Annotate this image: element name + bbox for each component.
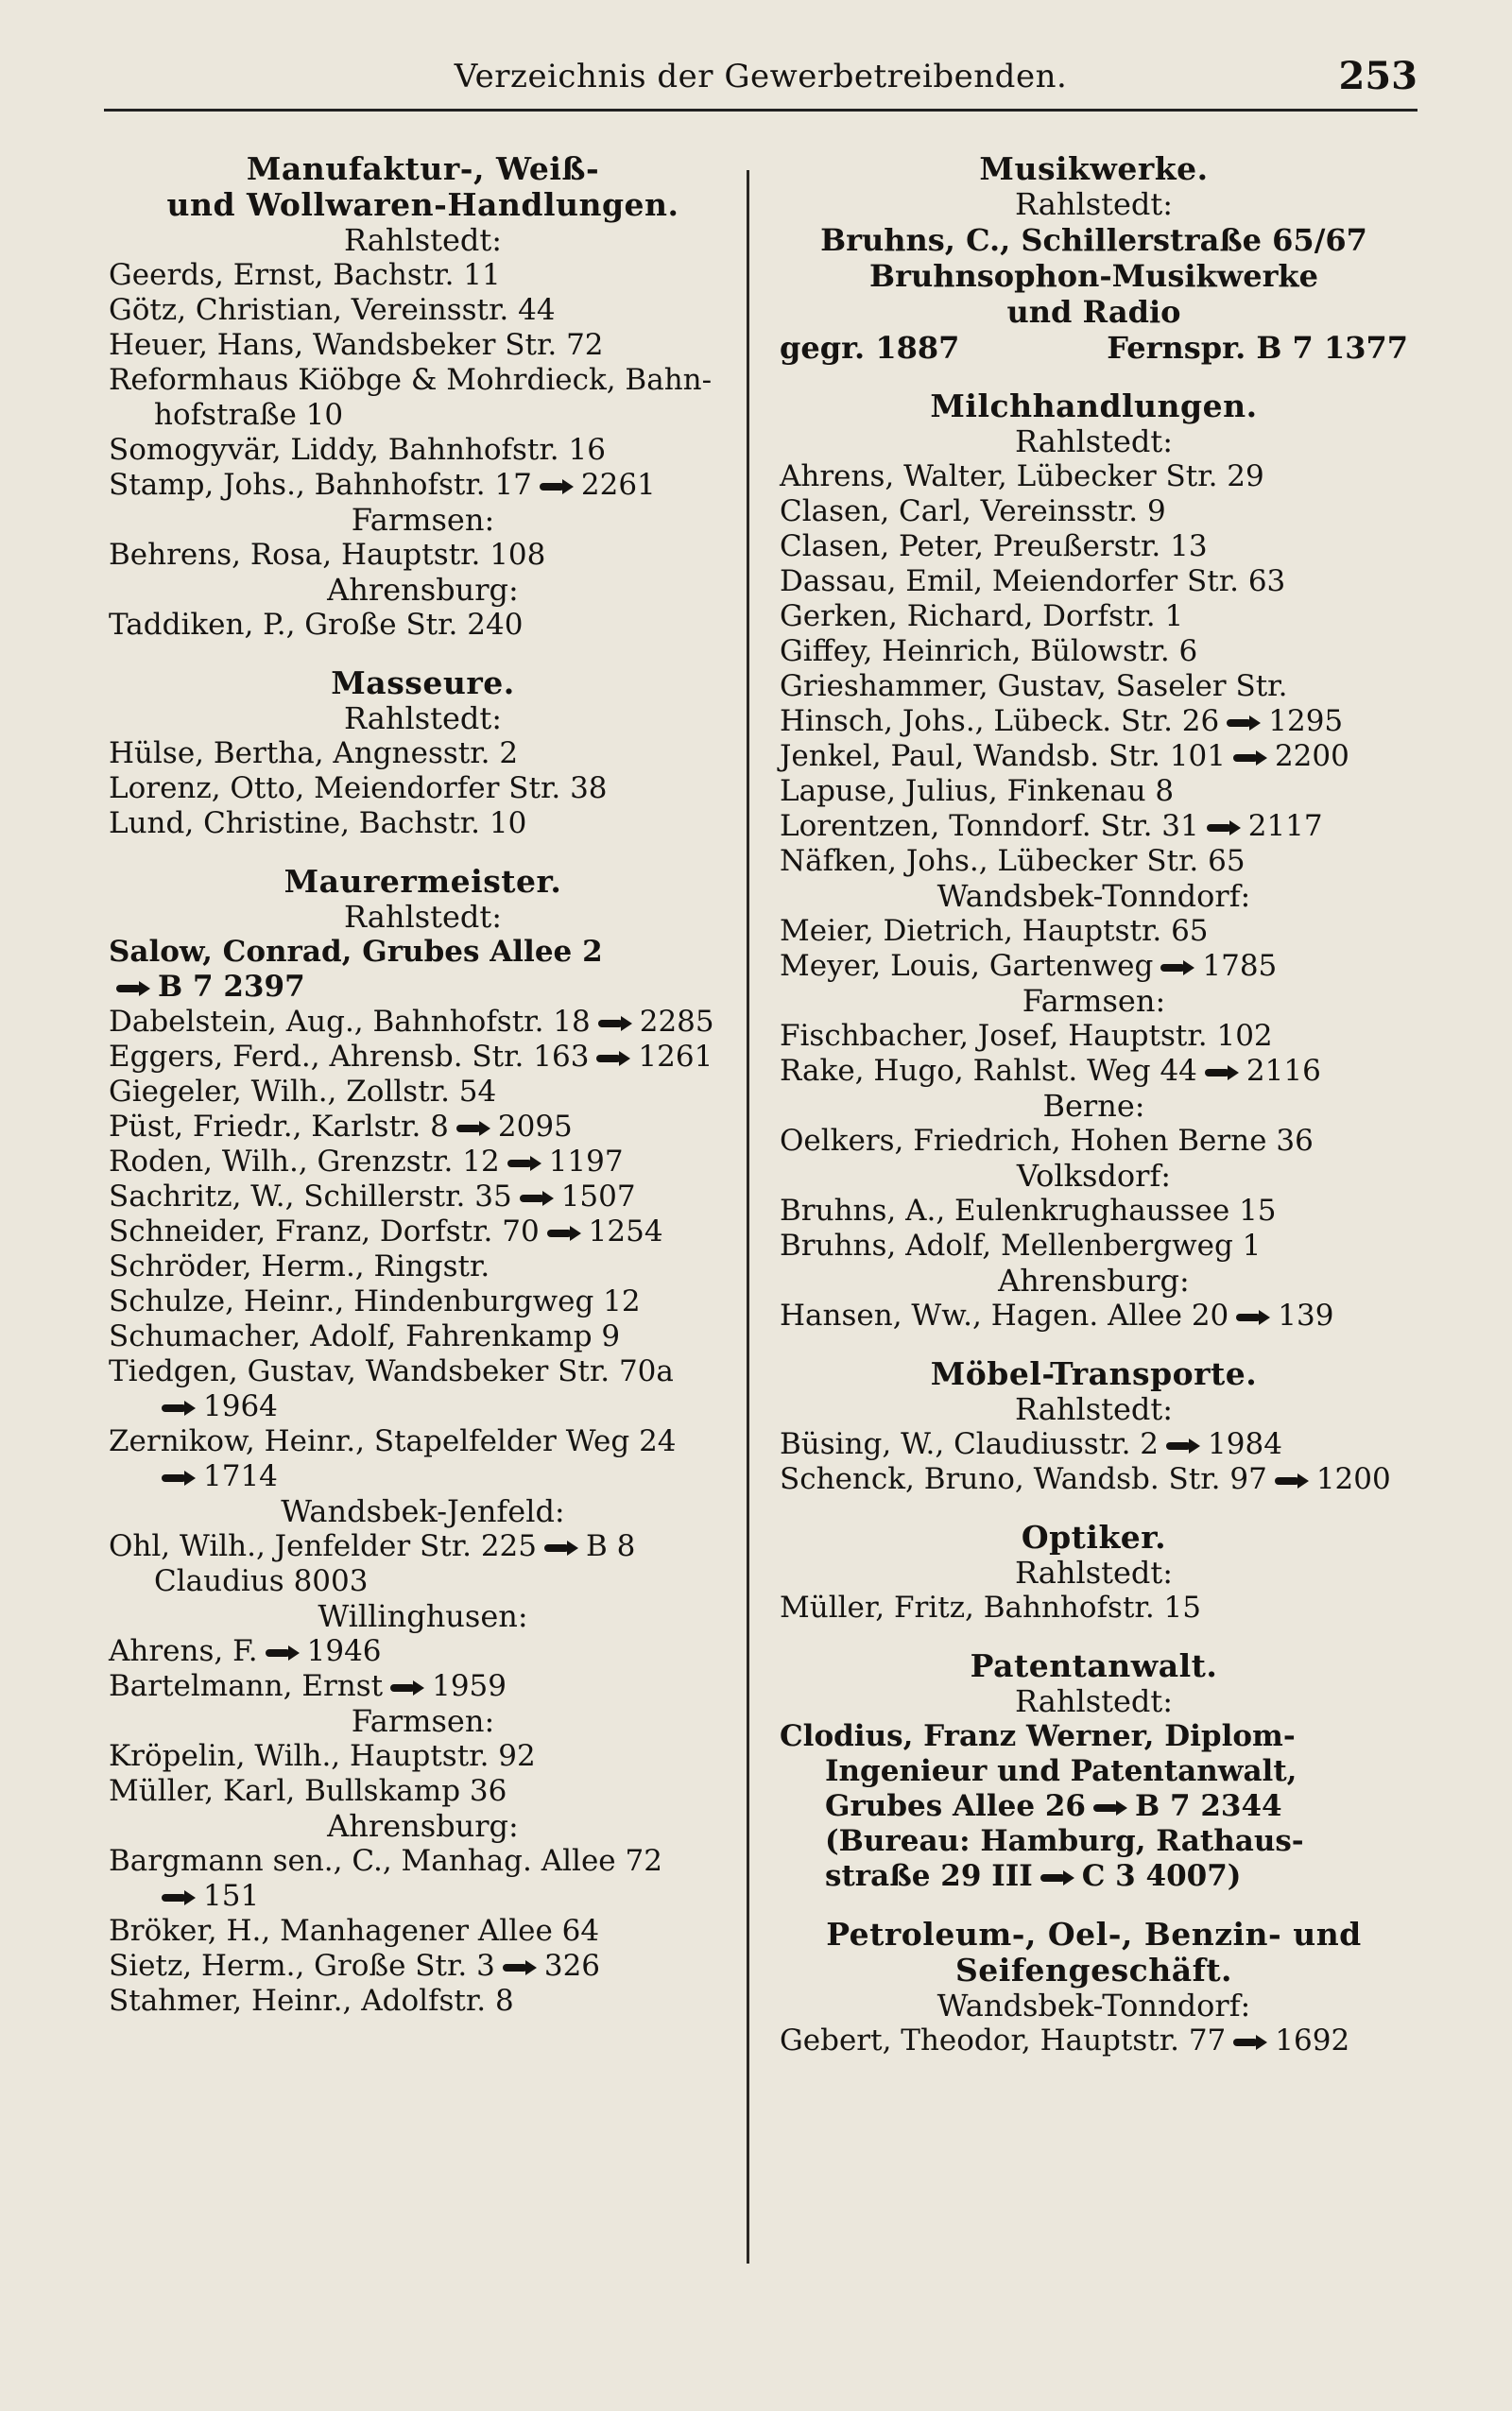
- entry-text: Lapuse, Julius, Finkenau 8: [780, 774, 1175, 808]
- telephone-icon: [1225, 715, 1263, 732]
- phone-number: B 7 2344: [1134, 1789, 1282, 1823]
- telephone-icon: [1159, 959, 1196, 976]
- section-maurermeister: [109, 864, 737, 2019]
- entry-text: Sachritz, W., Schillerstr. 35: [109, 1180, 512, 1214]
- telephone-icon: [1234, 1309, 1272, 1326]
- section-heading: Milchhandlungen.: [930, 387, 1258, 424]
- page-number: 253: [1338, 54, 1418, 98]
- telephone-icon: [1091, 1800, 1129, 1817]
- list-item-continuation: hofstraße 10: [154, 398, 344, 432]
- telephone-icon: [388, 1679, 426, 1696]
- list-item: Oelkers, Friedrich, Hohen Berne 36: [780, 1124, 1314, 1158]
- telephone-icon: [518, 1190, 556, 1207]
- list-item: [109, 1180, 737, 1214]
- list-item: Somogyvär, Liddy, Bahnhofstr. 16: [109, 433, 606, 467]
- list-item-continuation: Ingenieur und Patentanwalt,: [825, 1754, 1297, 1788]
- list-item: [780, 634, 1408, 669]
- telephone-icon: [1164, 1438, 1202, 1455]
- entry-text: Schulze, Heinr., Hindenburgweg 12: [109, 1284, 641, 1318]
- phone-number: 1200: [1315, 1462, 1391, 1496]
- list-item: Taddiken, P., Große Str. 240: [109, 608, 524, 642]
- locality-label: Wandsbek-Tonndorf:: [936, 878, 1251, 914]
- phone-number: 1714: [203, 1459, 278, 1493]
- entry-text: Dabelstein, Aug., Bahnhofstr. 18: [109, 1005, 591, 1039]
- phone-number: 1964: [203, 1389, 278, 1423]
- telephone-icon: [1231, 749, 1269, 766]
- section-manufaktur: [109, 151, 737, 643]
- list-item: [780, 1427, 1408, 1462]
- list-item-highlight: Salow, Conrad, Grubes Allee 2: [109, 935, 603, 969]
- advert-line: [780, 330, 1408, 366]
- entry-text: Ohl, Wilh., Jenfelder Str. 225: [109, 1529, 537, 1563]
- section-milchhandlungen: [780, 388, 1408, 1334]
- list-item: [780, 2024, 1408, 2058]
- list-item: Kröpelin, Wilh., Hauptstr. 92: [109, 1739, 536, 1773]
- phone-number: 1946: [306, 1634, 382, 1668]
- phone-number: 1959: [432, 1669, 507, 1703]
- phone-number: 1507: [560, 1180, 636, 1214]
- list-item: Zernikow, Heinr., Stapelfelder Weg 24: [109, 1424, 677, 1458]
- phone-number: 1295: [1268, 704, 1344, 738]
- list-item: Bruhns, Adolf, Mellenbergweg 1: [780, 1229, 1262, 1263]
- list-item: Heuer, Hans, Wandsbeker Str. 72: [109, 328, 604, 362]
- entry-text: Giegeler, Wilh., Zollstr. 54: [109, 1075, 497, 1109]
- phone-number: 1261: [638, 1040, 713, 1074]
- list-item: [109, 468, 737, 503]
- list-item: [780, 1054, 1408, 1089]
- telephone-icon: [542, 1540, 580, 1557]
- list-item-highlight: Clodius, Franz Werner, Diplom-: [780, 1719, 1296, 1753]
- section-heading: Optiker.: [1021, 1519, 1167, 1556]
- telephone-icon: [160, 1400, 198, 1417]
- locality-label: Rahlstedt:: [1014, 186, 1174, 222]
- entry-text: Rake, Hugo, Rahlst. Weg 44: [780, 1054, 1197, 1088]
- entry-text: Grieshammer, Gustav, Saseler Str.: [780, 669, 1288, 703]
- list-item: [109, 1529, 737, 1564]
- advert-line: und Radio: [1006, 294, 1181, 330]
- phone-number: 1254: [588, 1214, 663, 1249]
- list-item: [780, 914, 1408, 949]
- list-item: [780, 1019, 1408, 1054]
- list-item: [780, 844, 1408, 879]
- telephone-icon: [1273, 1472, 1311, 1490]
- entry-text: Eggers, Ferd., Ahrensb. Str. 163: [109, 1040, 590, 1074]
- entry-text: Hinsch, Johs., Lübeck. Str. 26: [780, 704, 1220, 738]
- telephone-icon: [114, 980, 152, 997]
- list-item: [109, 1914, 737, 1949]
- entry-text: Bröker, H., Manhagener Allee 64: [109, 1914, 600, 1948]
- list-item-continuation: [780, 1789, 1408, 1824]
- list-item: Bargmann sen., C., Manhag. Allee 72: [109, 1844, 662, 1878]
- entry-text: Ahrens, Walter, Lübecker Str. 29: [780, 459, 1264, 493]
- locality-label: Ahrensburg:: [327, 572, 519, 608]
- list-item: [109, 1319, 737, 1354]
- list-item: [780, 1462, 1408, 1497]
- telephone-icon: [264, 1645, 301, 1662]
- list-item: [109, 1075, 737, 1110]
- entry-text: Giffey, Heinrich, Bülowstr. 6: [780, 634, 1198, 668]
- entry-text: Dassau, Emil, Meiendorfer Str. 63: [780, 564, 1286, 598]
- locality-label: Wandsbek-Jenfeld:: [281, 1493, 565, 1529]
- entry-text: Stamp, Johs., Bahnhofstr. 17: [109, 468, 532, 502]
- section-heading: Petroleum-, Oel-, Benzin- und: [826, 1916, 1362, 1953]
- telephone-icon: [160, 1470, 198, 1487]
- locality-label: Farmsen:: [351, 502, 495, 538]
- phone-number: B 8: [586, 1529, 636, 1563]
- list-item: [109, 1984, 737, 2019]
- entry-text: Grubes Allee 26: [825, 1789, 1086, 1823]
- locality-label: Farmsen:: [351, 1703, 495, 1739]
- section-optiker: [780, 1520, 1408, 1626]
- telephone-icon: [506, 1155, 543, 1172]
- phone-number: 2116: [1246, 1054, 1321, 1088]
- list-item: [780, 739, 1408, 774]
- list-item: [109, 1284, 737, 1319]
- telephone-icon: [1205, 819, 1243, 836]
- phone-number: 1984: [1208, 1427, 1282, 1461]
- telephone-icon: [501, 1959, 539, 1976]
- list-item: [780, 949, 1408, 984]
- list-item-continuation: [109, 970, 737, 1005]
- phone-number: C 3 4007): [1081, 1859, 1242, 1893]
- telephone-icon: [455, 1120, 492, 1137]
- phone-number: Fernspr. B 7 1377: [1107, 330, 1408, 366]
- telephone-icon: [1039, 1869, 1076, 1886]
- telephone-icon: [1231, 2034, 1269, 2051]
- advert-line: Bruhns, C., Schillerstraße 65/67: [820, 222, 1367, 258]
- phone-number: 1785: [1202, 949, 1278, 983]
- section-musikwerke: [780, 151, 1408, 366]
- phone-number: 1197: [548, 1145, 624, 1179]
- list-item: [780, 704, 1408, 739]
- entry-text: Büsing, W., Claudiusstr. 2: [780, 1427, 1160, 1461]
- phone-number: B 7 2397: [158, 970, 305, 1004]
- list-item: [780, 564, 1408, 599]
- phone-number: 2117: [1247, 809, 1323, 843]
- advert-line: Bruhnsophon-Musikwerke: [869, 258, 1318, 294]
- list-item: [780, 459, 1408, 494]
- list-item: [780, 809, 1408, 844]
- list-item: Müller, Fritz, Bahnhofstr. 15: [780, 1591, 1201, 1625]
- entry-text: Schröder, Herm., Ringstr.: [109, 1249, 490, 1283]
- list-item-continuation: [780, 1859, 1408, 1894]
- locality-label: Willinghusen:: [318, 1598, 528, 1634]
- section-petroleum: [780, 1917, 1408, 2058]
- locality-label: Volksdorf:: [1016, 1158, 1172, 1194]
- section-patentanwalt: [780, 1648, 1408, 1894]
- list-item: [780, 669, 1408, 704]
- telephone-icon: [1203, 1064, 1241, 1081]
- entry-text: Schumacher, Adolf, Fahrenkamp 9: [109, 1319, 621, 1353]
- section-heading: und Wollwaren-Handlungen.: [166, 186, 679, 223]
- list-item: [109, 1214, 737, 1249]
- list-item: Behrens, Rosa, Hauptstr. 108: [109, 538, 546, 572]
- list-item: [109, 1005, 737, 1040]
- entry-text: Roden, Wilh., Grenzstr. 12: [109, 1145, 500, 1179]
- section-masseure: [109, 665, 737, 841]
- entry-text: Sietz, Herm., Große Str. 3: [109, 1949, 495, 1983]
- entry-text: Gebert, Theodor, Hauptstr. 77: [780, 2024, 1227, 2058]
- right-column: [780, 151, 1408, 2081]
- left-column: [109, 151, 737, 2041]
- phone-number: 151: [203, 1879, 260, 1913]
- list-item: Reformhaus Kiöbge & Mohrdieck, Bahn-: [109, 363, 713, 397]
- entry-text: Clasen, Carl, Vereinsstr. 9: [780, 494, 1166, 528]
- list-item: [780, 494, 1408, 529]
- telephone-icon: [596, 1015, 634, 1032]
- list-item: Bruhns, A., Eulenkrughaussee 15: [780, 1194, 1277, 1228]
- locality-label: Rahlstedt:: [1014, 1391, 1174, 1427]
- entry-list: [109, 1005, 737, 1354]
- phone-number: 2095: [497, 1110, 573, 1144]
- entry-text: Schenck, Bruno, Wandsb. Str. 97: [780, 1462, 1267, 1496]
- locality-label: Ahrensburg:: [998, 1263, 1190, 1299]
- list-item-continuation: [109, 1389, 737, 1424]
- phone-number: 2200: [1274, 739, 1349, 773]
- entry-text: Stahmer, Heinr., Adolfstr. 8: [109, 1984, 514, 2018]
- section-heading: Seifengeschäft.: [954, 1952, 1233, 1989]
- section-heading: Möbel-Transporte.: [930, 1355, 1258, 1392]
- entry-text: Jenkel, Paul, Wandsb. Str. 101: [780, 739, 1226, 773]
- phone-number: 2261: [580, 468, 656, 502]
- list-item: Lund, Christine, Bachstr. 10: [109, 806, 527, 840]
- list-item-continuation: (Bureau: Hamburg, Rathaus-: [825, 1824, 1304, 1858]
- entry-text: Hansen, Ww., Hagen. Allee 20: [780, 1299, 1229, 1333]
- entry-text: Schneider, Franz, Dorfstr. 70: [109, 1214, 540, 1249]
- locality-label: Ahrensburg:: [327, 1808, 519, 1844]
- entry-text: straße 29 III: [825, 1859, 1033, 1893]
- page-header: [104, 52, 1418, 112]
- phone-number: 139: [1278, 1299, 1334, 1333]
- entry-text: Clasen, Peter, Preußerstr. 13: [780, 529, 1208, 563]
- locality-label: Rahlstedt:: [343, 222, 503, 258]
- entry-text: Näfken, Johs., Lübecker Str. 65: [780, 844, 1246, 878]
- entry-text: Meyer, Louis, Gartenweg: [780, 949, 1154, 983]
- list-item-continuation: [109, 1459, 737, 1494]
- telephone-icon: [538, 478, 576, 495]
- list-item: Lorenz, Otto, Meiendorfer Str. 38: [109, 771, 608, 805]
- list-item: [780, 529, 1408, 564]
- list-item: [109, 1949, 737, 1984]
- column-divider: [747, 170, 749, 2264]
- list-item: [780, 774, 1408, 809]
- list-item: Hülse, Bertha, Angnesstr. 2: [109, 736, 519, 770]
- list-item: [109, 1249, 737, 1284]
- founded-text: gegr. 1887: [780, 330, 960, 366]
- list-item: [780, 1299, 1408, 1334]
- list-item: [109, 1145, 737, 1180]
- section-heading: Maurermeister.: [284, 863, 562, 900]
- section-heading: Masseure.: [331, 664, 515, 701]
- list-item: Tiedgen, Gustav, Wandsbeker Str. 70a: [109, 1354, 674, 1388]
- list-item: [109, 1040, 737, 1075]
- entry-text: Bartelmann, Ernst: [109, 1669, 384, 1703]
- locality-label: Farmsen:: [1022, 983, 1166, 1019]
- entry-text: Gerken, Richard, Dorfstr. 1: [780, 599, 1184, 633]
- section-heading: Musikwerke.: [979, 150, 1209, 187]
- page-title: Verzeichnis der Gewerbetreibenden.: [454, 58, 1068, 95]
- section-heading: Manufaktur-, Weiß-: [246, 150, 600, 187]
- list-item: Götz, Christian, Vereinsstr. 44: [109, 293, 556, 327]
- locality-label: Rahlstedt:: [1014, 423, 1174, 459]
- telephone-icon: [594, 1050, 632, 1067]
- list-item: [109, 1634, 737, 1669]
- list-item: Geerds, Ernst, Bachstr. 11: [109, 258, 501, 292]
- list-item: Müller, Karl, Bullskamp 36: [109, 1774, 507, 1808]
- phone-number: 1692: [1275, 2024, 1350, 2058]
- entry-text: Fischbacher, Josef, Hauptstr. 102: [780, 1019, 1273, 1053]
- list-item-continuation: Claudius 8003: [154, 1564, 369, 1598]
- entry-text: Püst, Friedr., Karlstr. 8: [109, 1110, 449, 1144]
- locality-label: Rahlstedt:: [343, 899, 503, 935]
- locality-label: Rahlstedt:: [1014, 1555, 1174, 1591]
- section-heading: Patentanwalt.: [970, 1647, 1218, 1684]
- list-item: [780, 599, 1408, 634]
- section-moebel-transporte: [780, 1356, 1408, 1497]
- list-item: [109, 1110, 737, 1145]
- locality-label: Rahlstedt:: [343, 700, 503, 736]
- locality-label: Rahlstedt:: [1014, 1683, 1174, 1719]
- entry-text: Ahrens, F.: [109, 1634, 258, 1668]
- entry-text: Meier, Dietrich, Hauptstr. 65: [780, 914, 1209, 948]
- locality-label: Wandsbek-Tonndorf:: [936, 1988, 1251, 2024]
- list-item-continuation: [109, 1879, 737, 1914]
- phone-number: 2285: [639, 1005, 714, 1039]
- telephone-icon: [160, 1889, 198, 1906]
- phone-number: 326: [543, 1949, 601, 1983]
- locality-label: Berne:: [1042, 1088, 1145, 1124]
- entry-text: Lorentzen, Tonndorf. Str. 31: [780, 809, 1199, 843]
- list-item: [109, 1669, 737, 1704]
- telephone-icon: [545, 1225, 583, 1242]
